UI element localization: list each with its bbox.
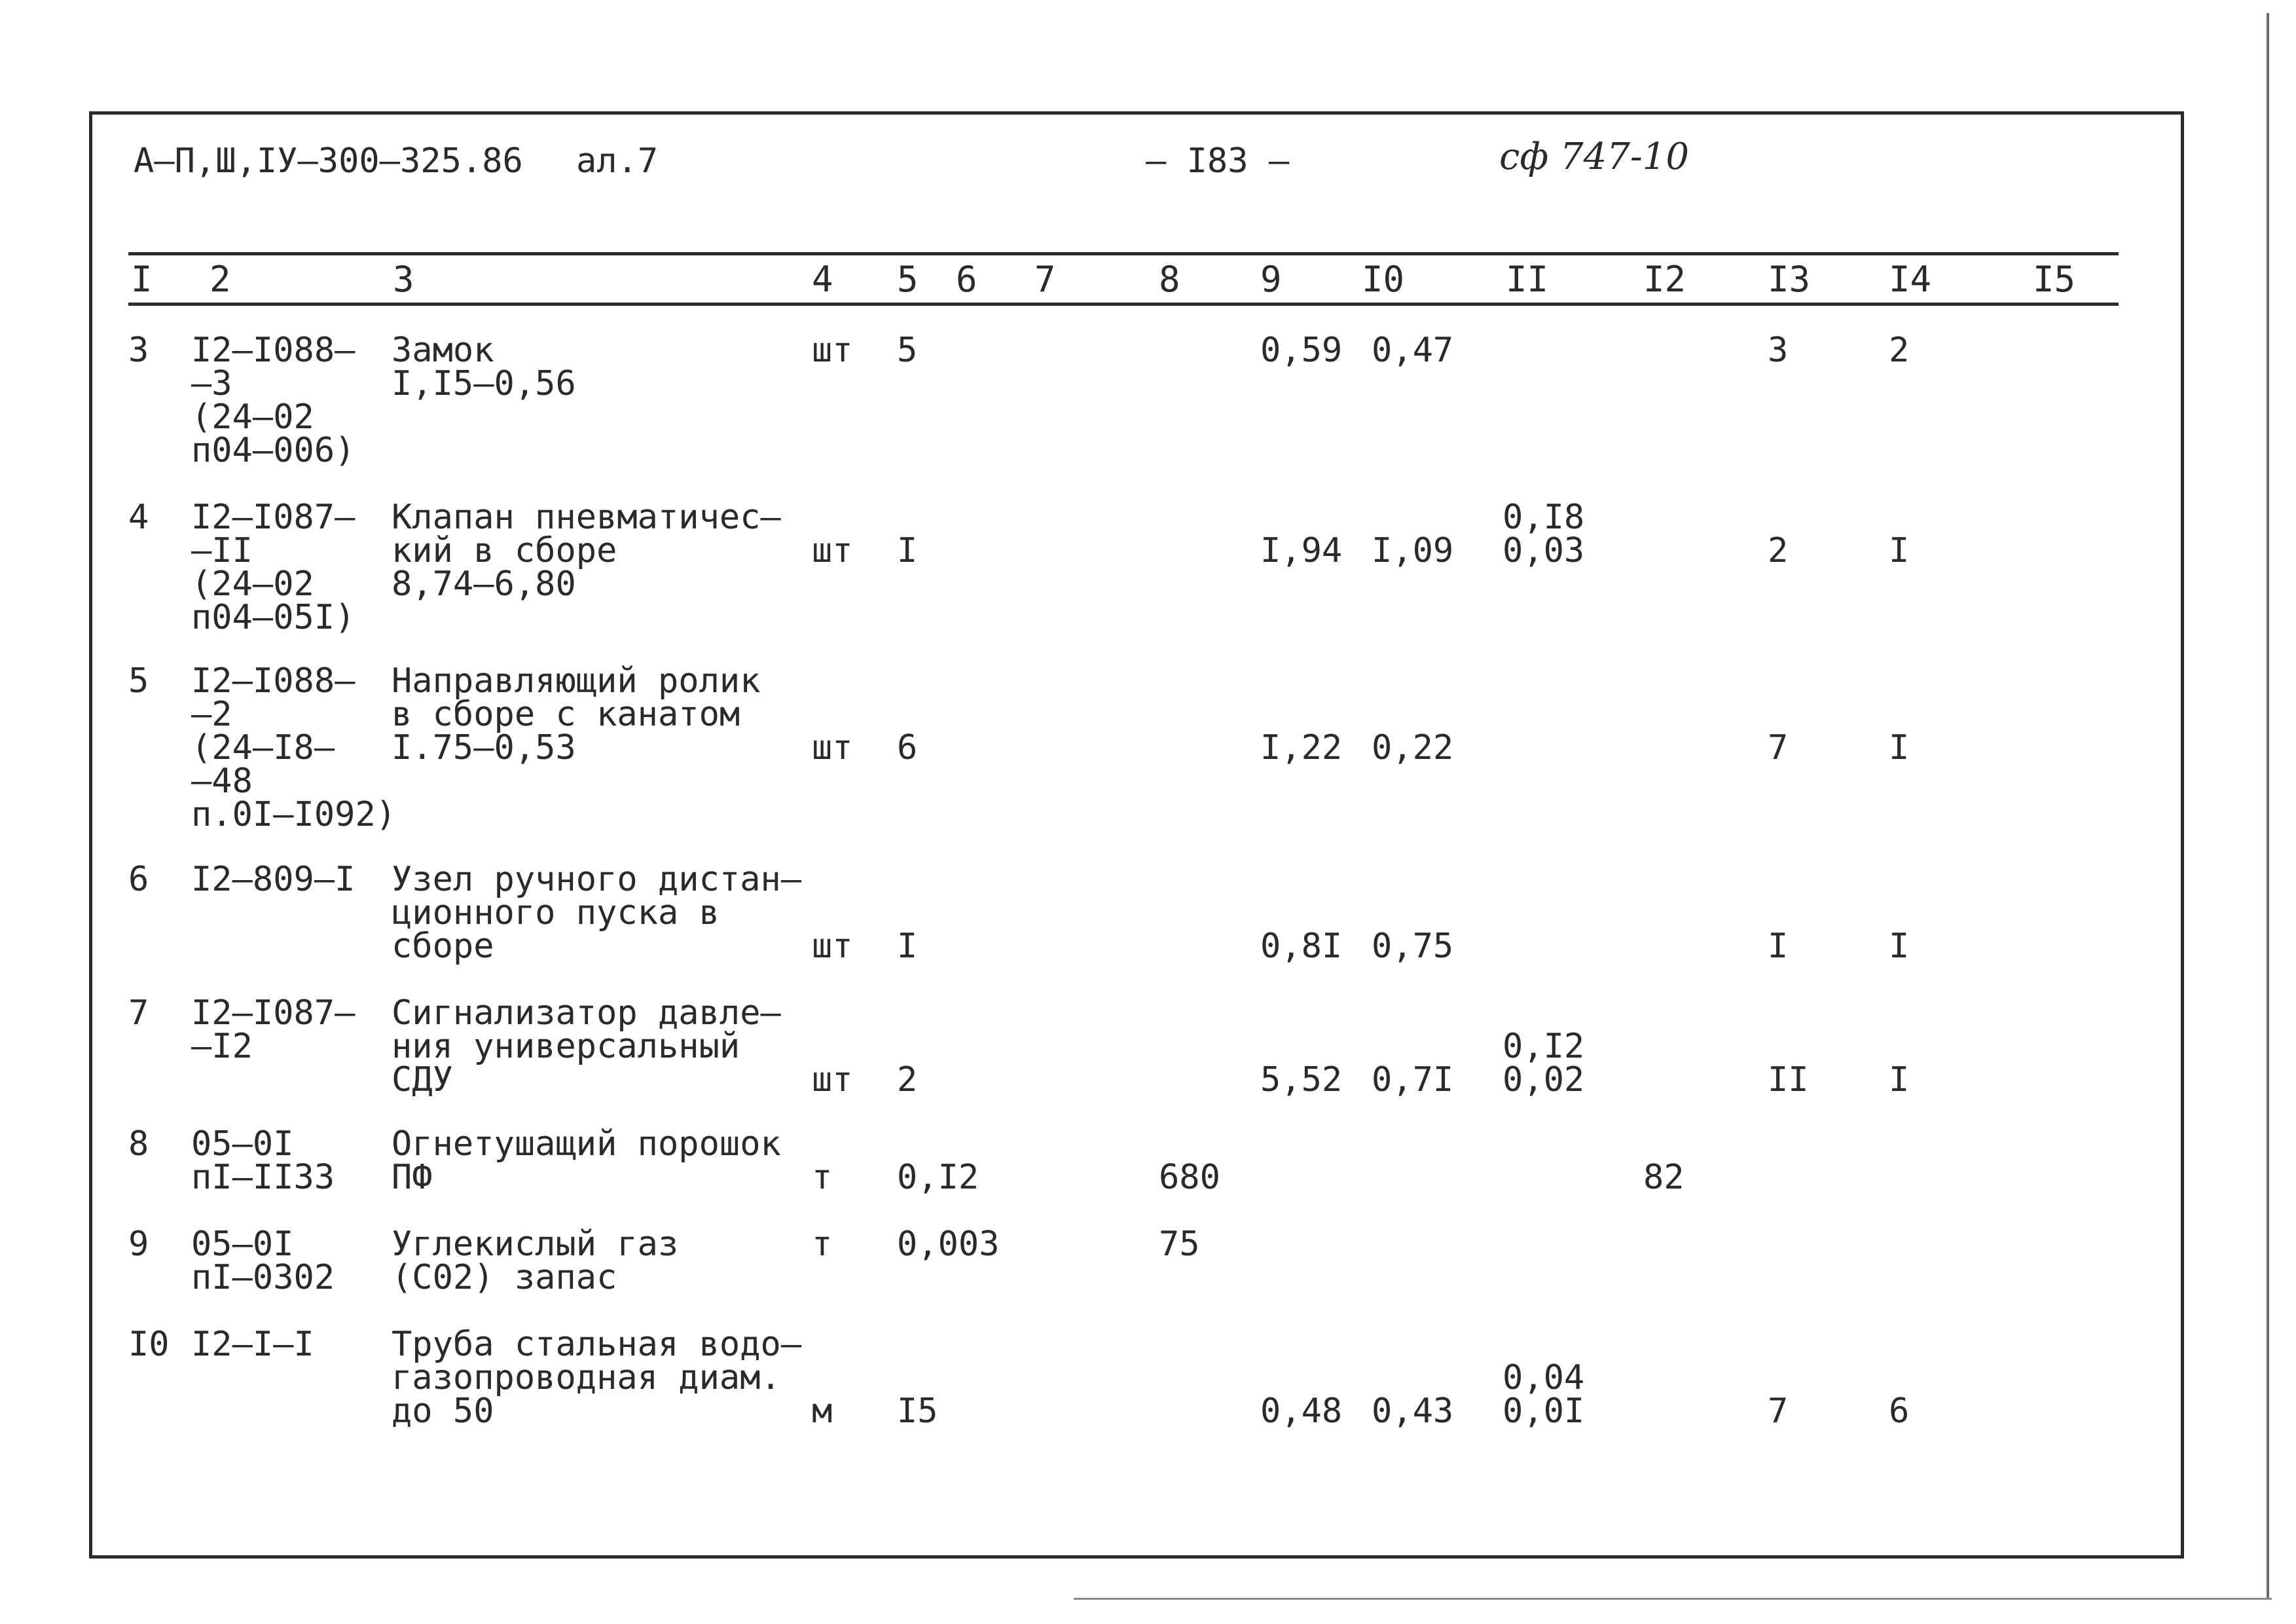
quantity-cell: 6: [897, 728, 918, 767]
document-code: А–П,Ш,IУ–300–325.86: [134, 141, 523, 181]
column-header-5: 5: [897, 259, 919, 300]
col11-cell: 0,I8 0,03: [1503, 498, 1585, 570]
column-header-1: I: [131, 259, 153, 300]
col9-cell: 0,59: [1260, 331, 1343, 370]
unit-of-measure: шт: [812, 531, 853, 570]
col14-cell: I: [1889, 728, 1910, 767]
col10-cell: 0,47: [1372, 331, 1454, 370]
resource-code: I2–809–I: [191, 860, 355, 899]
column-header-2: 2: [210, 259, 231, 300]
column-header-9: 9: [1260, 259, 1282, 300]
resource-code: 05–0I пI–II33: [191, 1124, 335, 1197]
unit-of-measure: т: [812, 1225, 833, 1264]
table-header-rule: [128, 303, 2119, 306]
resource-code: 05–0I пI–0302: [191, 1225, 335, 1297]
unit-of-measure: шт: [812, 1060, 853, 1099]
row-number: 6: [128, 860, 149, 899]
col13-cell: 7: [1768, 1392, 1789, 1431]
table-top-rule: [128, 252, 2119, 255]
column-header-10: I0: [1362, 259, 1405, 300]
col11-cell: 0,04 0,0I: [1503, 1358, 1585, 1431]
col10-cell: I,09: [1372, 531, 1454, 570]
column-header-13: I3: [1768, 259, 1811, 300]
scan-edge-horizontal: [1074, 1598, 2272, 1600]
unit-of-measure: м: [812, 1392, 833, 1431]
row-number: 5: [128, 661, 149, 701]
col14-cell: 2: [1889, 331, 1910, 370]
quantity-cell: 0,I2: [897, 1158, 979, 1197]
item-description: Направляющий ролик в сборе с канатом I.75–0,53: [392, 661, 761, 767]
row-number: 4: [128, 498, 149, 537]
col14-cell: I: [1889, 1060, 1910, 1099]
row-number: I0: [128, 1325, 170, 1364]
item-description: Огнетушащий порошок ПФ: [392, 1124, 781, 1197]
row-number: 9: [128, 1225, 149, 1264]
item-description: Замок I,I5–0,56: [392, 331, 576, 403]
column-header-12: I2: [1643, 259, 1686, 300]
scan-edge-vertical: [2267, 13, 2269, 1598]
column-header-7: 7: [1034, 259, 1056, 300]
item-description: Узел ручного дистан– ционного пуска в сборе: [392, 860, 802, 966]
price-cell: 680: [1159, 1158, 1220, 1197]
row-number: 8: [128, 1124, 149, 1164]
row-number: 7: [128, 993, 149, 1033]
quantity-cell: 0,003: [897, 1225, 1000, 1264]
row-number: 3: [128, 331, 149, 370]
col9-cell: 5,52: [1260, 1060, 1343, 1099]
column-header-3: 3: [393, 259, 414, 300]
col11-cell: 0,I2 0,02: [1503, 1027, 1585, 1099]
quantity-cell: I5: [897, 1392, 938, 1431]
unit-of-measure: т: [812, 1158, 833, 1197]
col14-cell: 6: [1889, 1392, 1910, 1431]
column-header-6: 6: [956, 259, 977, 300]
col10-cell: 0,75: [1372, 927, 1454, 966]
quantity-cell: I: [897, 927, 918, 966]
item-description: Труба стальная водо– газопроводная диам. до 50: [392, 1325, 802, 1431]
col9-cell: I,94: [1260, 531, 1343, 570]
col14-cell: I: [1889, 927, 1910, 966]
unit-of-measure: шт: [812, 927, 853, 966]
quantity-cell: 5: [897, 331, 918, 370]
col10-cell: 0,22: [1372, 728, 1454, 767]
item-description: Клапан пневматичес– кий в сборе 8,74–6,80: [392, 498, 781, 604]
resource-code: I2–I087– –II (24–02 п04–05I): [191, 498, 355, 637]
column-header-8: 8: [1159, 259, 1180, 300]
sheet-number: ал.7: [576, 141, 659, 181]
column-header-15: I5: [2033, 259, 2076, 300]
resource-code: I2–I–I: [191, 1325, 314, 1364]
col9-cell: 0,8I: [1260, 927, 1343, 966]
col12-cell: 82: [1643, 1158, 1685, 1197]
unit-of-measure: шт: [812, 331, 853, 370]
resource-code: I2–I088– –2 (24–I8– –48 п.0I–I092): [191, 661, 397, 834]
page-number: – I83 –: [1146, 141, 1290, 181]
item-description: Углекислый газ (С02) запас: [392, 1225, 679, 1297]
col13-cell: 3: [1768, 331, 1789, 370]
quantity-cell: 2: [897, 1060, 918, 1099]
handwritten-stamp: сф 747-10: [1499, 136, 1690, 178]
col13-cell: 2: [1768, 531, 1789, 570]
price-cell: 75: [1159, 1225, 1200, 1264]
column-header-14: I4: [1889, 259, 1932, 300]
col13-cell: I: [1768, 927, 1789, 966]
col13-cell: 7: [1768, 728, 1789, 767]
col14-cell: I: [1889, 531, 1910, 570]
item-description: Сигнализатор давле– ния универсальный СДУ: [392, 993, 781, 1099]
col9-cell: 0,48: [1260, 1392, 1343, 1431]
col10-cell: 0,7I: [1372, 1060, 1454, 1099]
quantity-cell: I: [897, 531, 918, 570]
col9-cell: I,22: [1260, 728, 1343, 767]
col10-cell: 0,43: [1372, 1392, 1454, 1431]
col13-cell: II: [1768, 1060, 1809, 1099]
column-header-4: 4: [812, 259, 833, 300]
column-header-11: II: [1506, 259, 1549, 300]
unit-of-measure: шт: [812, 728, 853, 767]
resource-code: I2–I087– –I2: [191, 993, 355, 1066]
resource-code: I2–I088– –3 (24–02 п04–006): [191, 331, 355, 470]
